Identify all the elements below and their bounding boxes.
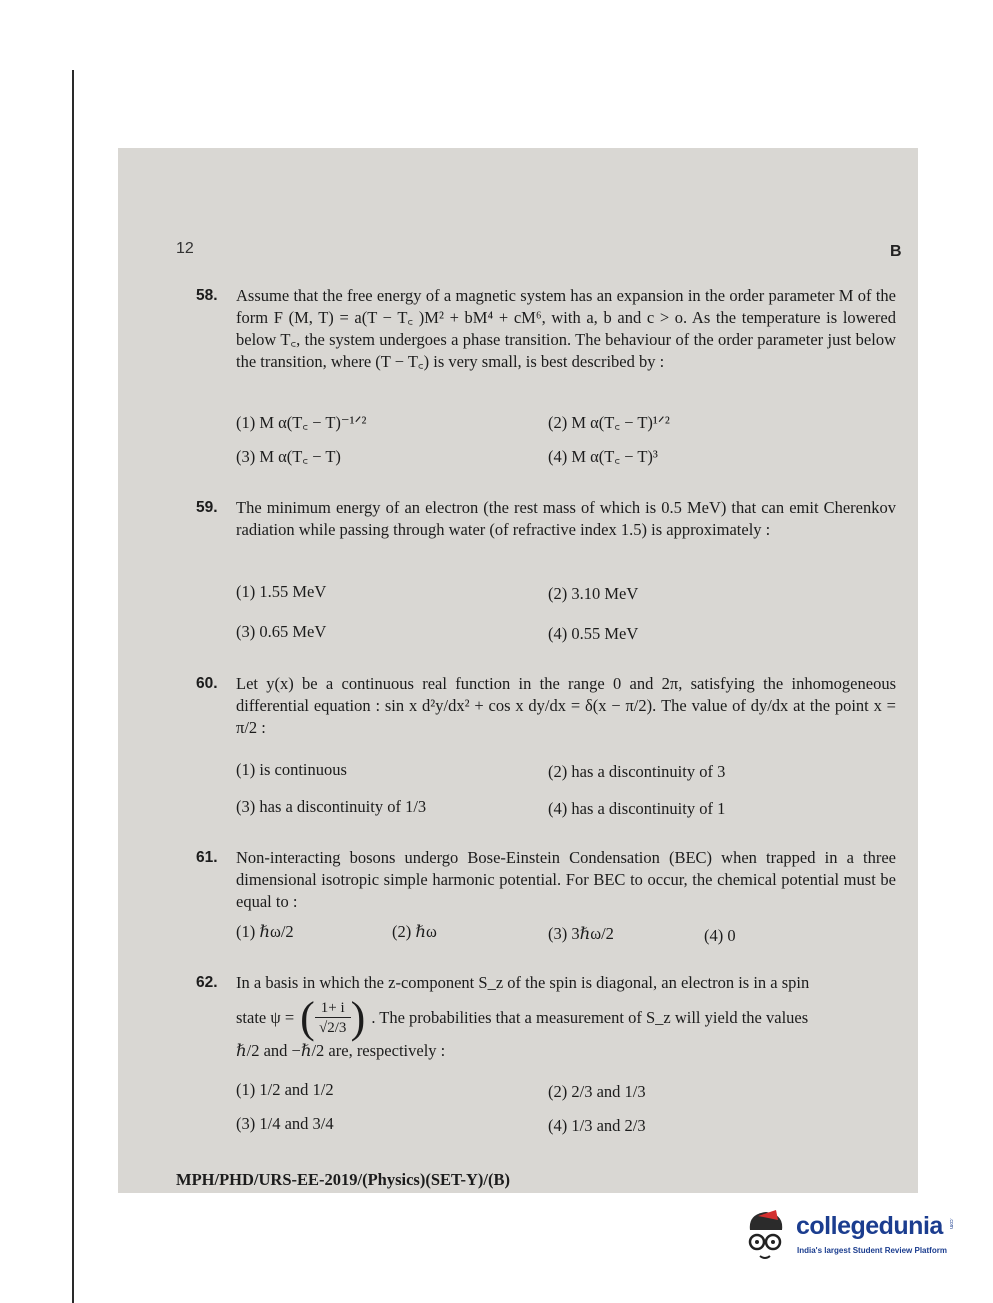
question-text: In a basis in which the z-component S_z of the spin is diagonal, an electron is in a spin: [236, 973, 810, 992]
question-number: 62.: [196, 974, 218, 991]
question-text: Let y(x) be a continuous real function in the range 0 and 2π, satisfying the inhomogeneous differential equation : sin x d²y/dx² + cos x dy/dx = δ(x − π/2). The value of dy/dx at the point x = π/2 :: [236, 674, 896, 737]
option-3: (3) 0.65 MeV: [236, 622, 327, 641]
option-1: (1) is continuous: [236, 760, 347, 779]
option-4: (4) has a discontinuity of 1: [548, 799, 726, 818]
question-60: [196, 673, 896, 739]
question-text: Non-interacting bosons undergo Bose-Einstein Condensation (BEC) when trapped in a three dimensional isotropic simple harmonic potential. For BEC to occur, the chemical potential must be equal to :: [236, 848, 896, 911]
page-edge-line: [72, 70, 74, 1303]
option-4: (4) 0: [704, 926, 736, 945]
question-number: 59.: [196, 499, 218, 516]
option-2: (2) 2/3 and 1/3: [548, 1082, 646, 1101]
option-3: (3) has a discontinuity of 1/3: [236, 797, 427, 816]
question-text-continued: . The probabilities that a measurement of S_z will yield the values: [371, 1008, 809, 1027]
state-label: state ψ =: [236, 1008, 295, 1027]
option-1: (1) 1.55 MeV: [236, 582, 327, 601]
option-1: (1) 1/2 and 1/2: [236, 1080, 334, 1099]
option-4: (4) 0.55 MeV: [548, 624, 639, 643]
set-letter: B: [890, 243, 902, 260]
question-number: 61.: [196, 849, 218, 866]
state-bottom: √2/3: [319, 1019, 347, 1036]
page-number: 12: [176, 240, 194, 257]
question-59: [196, 497, 896, 541]
question-62: [196, 972, 896, 1062]
right-paren: ): [350, 993, 366, 1042]
option-1: (1) M α(T꜀ − T)⁻¹ᐟ²: [236, 413, 367, 432]
paper-code-footer: MPH/PHD/URS-EE-2019/(Physics)(SET-Y)/(B): [176, 1170, 510, 1189]
question-text: The minimum energy of an electron (the rest mass of which is 0.5 MeV) that can emit Cherenkov radiation while passing through water (of refractive index 1.5) is approximately :: [236, 498, 896, 539]
logo-tagline: India's largest Student Review Platform: [797, 1246, 947, 1255]
logo-domain: .com: [948, 1218, 954, 1229]
left-paren: (: [300, 993, 315, 1042]
option-2: (2) has a discontinuity of 3: [548, 762, 726, 781]
option-2: (2) 3.10 MeV: [548, 584, 639, 603]
question-number: 58.: [196, 287, 218, 304]
collegedunia-logo: [740, 1208, 970, 1268]
question-number: 60.: [196, 675, 218, 692]
option-4: (4) M α(T꜀ − T)³: [548, 447, 658, 466]
option-2: (2) ℏω: [392, 922, 437, 941]
logo-wordmark: collegedunia: [796, 1212, 943, 1240]
option-2: (2) M α(T꜀ − T)¹ᐟ²: [548, 413, 670, 432]
question-text-end: ℏ/2 and −ℏ/2 are, respectively :: [236, 1041, 446, 1060]
option-3: (3) 1/4 and 3/4: [236, 1114, 334, 1133]
question-58: [196, 285, 896, 373]
question-61: [196, 847, 896, 913]
state-column: [315, 999, 351, 1038]
option-3: (3) 3ℏω/2: [548, 924, 614, 943]
option-4: (4) 1/3 and 2/3: [548, 1116, 646, 1135]
state-top: 1+ i: [315, 999, 351, 1018]
spin-state-vector: [300, 993, 366, 1042]
spin-state-line: [236, 993, 896, 1042]
question-text: Assume that the free energy of a magnetic system has an expansion in the order parameter M of the form F (M, T) = a(T − T꜀ )M² + bM⁴ + cM⁶, with a, b and c > o. As the temperature is lowered below T꜀, the system undergoes a phase transition. The behaviour of the order parameter just below the transition, where (T − T꜀) is very small, is best described by :: [236, 286, 896, 371]
student-mascot-icon: [740, 1208, 796, 1268]
option-1: (1) ℏω/2: [236, 922, 294, 941]
option-3: (3) M α(T꜀ − T): [236, 447, 341, 466]
